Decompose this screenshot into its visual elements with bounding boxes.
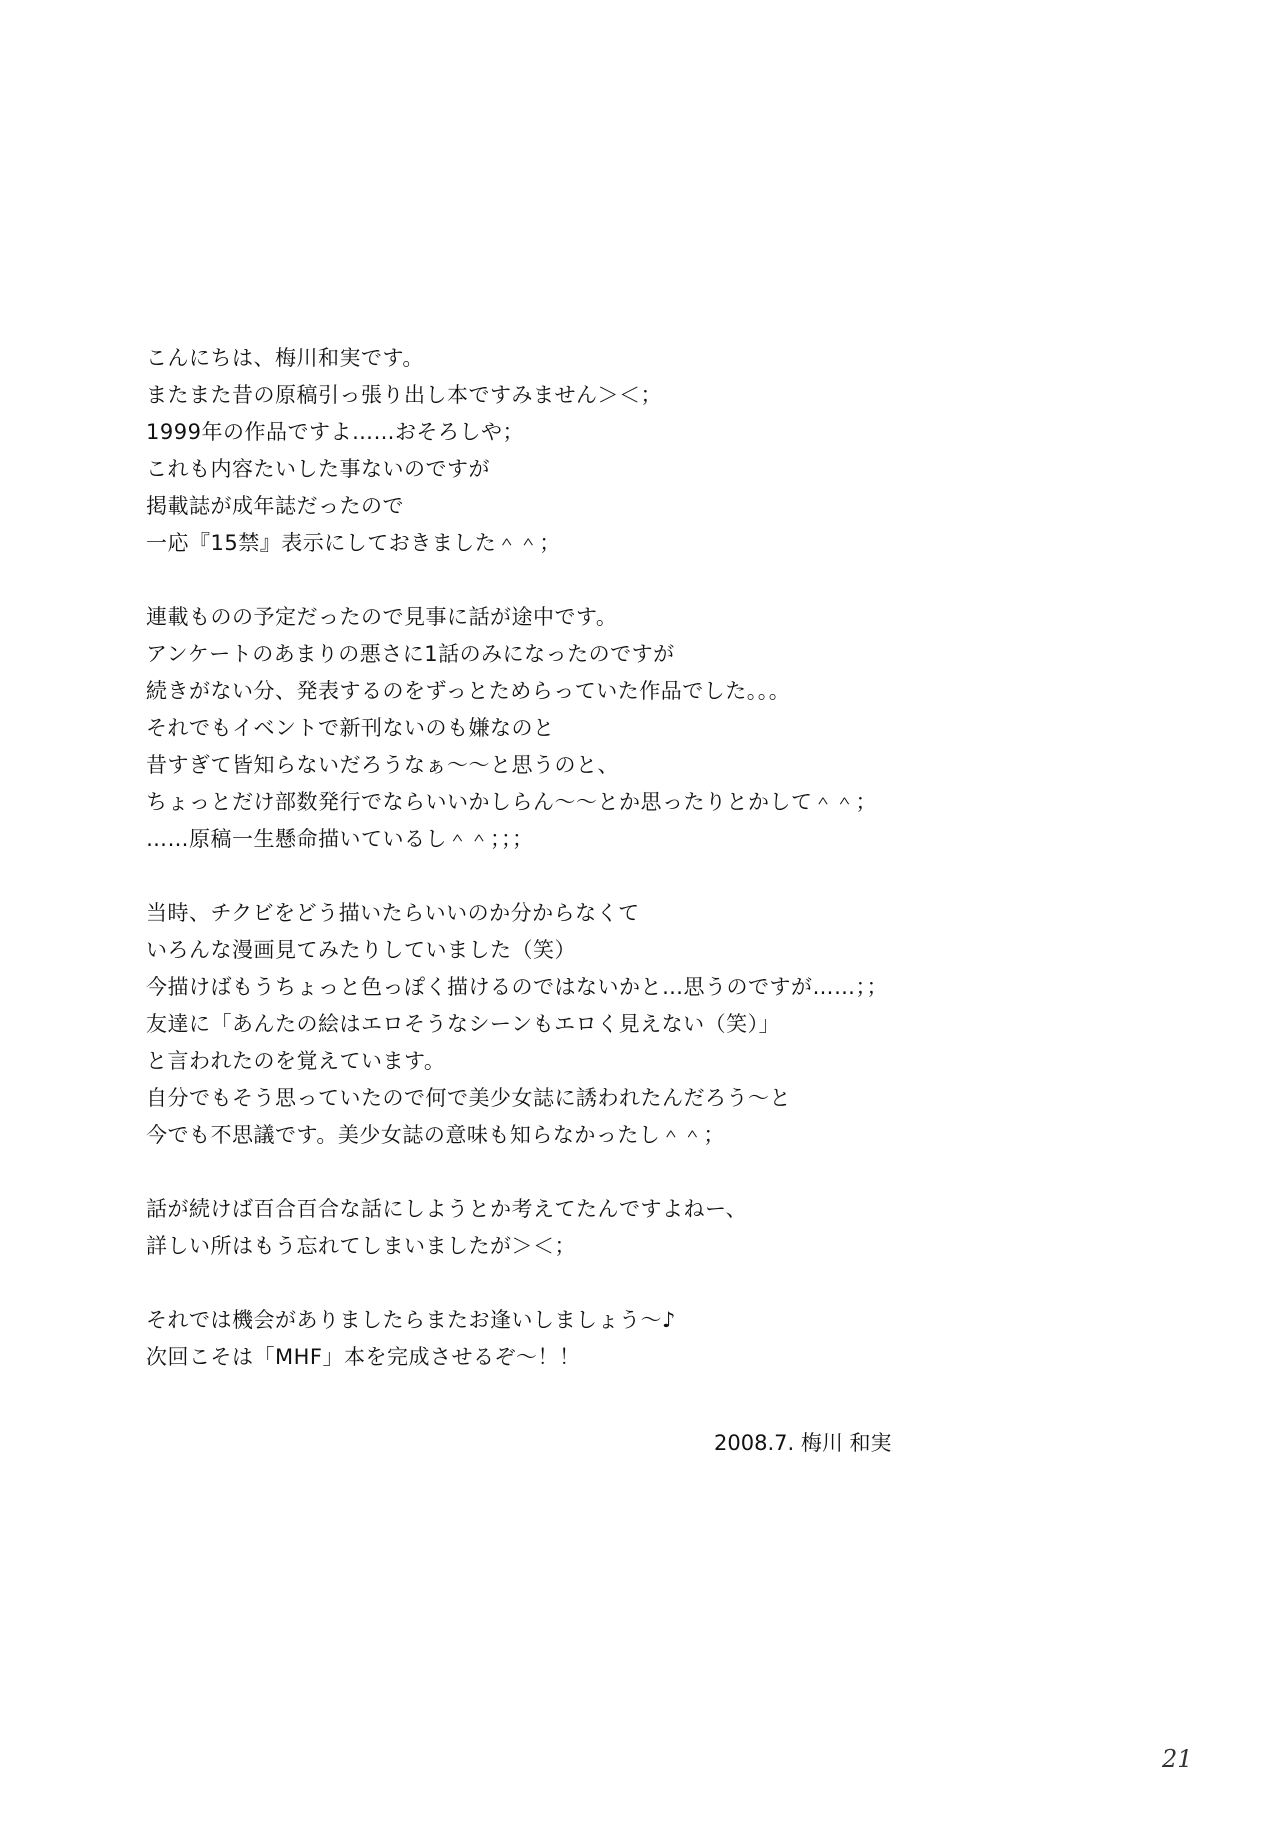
text-line: 当時、チクビをどう描いたらいいのか分からなくて — [146, 901, 640, 925]
text-line: こんにちは、梅川和実です。 — [146, 346, 424, 370]
text-line: 自分でもそう思っていたので何で美少女誌に誘われたんだろう～と — [146, 1086, 791, 1110]
paragraph — [146, 895, 1146, 1154]
signature-date-author: 2008.7. 梅川 和実 — [714, 1431, 892, 1455]
text-line: 続きがない分、発表するのをずっとためらっていた作品でした。。。 — [146, 679, 791, 703]
text-line: それでは機会がありましたらまたお逢いしましょう～♪ — [146, 1308, 676, 1332]
text-line: 次回こそは「MHF」本を完成させるぞ～！！ — [146, 1345, 581, 1369]
paragraph — [146, 599, 1146, 858]
text-line: 今でも不思議です。美少女誌の意味も知らなかったし＾＾； — [146, 1123, 725, 1147]
text-line: 1999年の作品ですよ……おそろしや； — [146, 420, 524, 444]
text-line: これも内容たいした事ないのですが — [146, 457, 490, 481]
paragraph — [146, 1302, 1146, 1376]
text-line: ……原稿一生懸命描いているし＾＾；；； — [146, 827, 534, 851]
paragraph — [146, 340, 1146, 562]
text-line: 詳しい所はもう忘れてしまいましたが＞＜； — [146, 1234, 576, 1258]
text-line: ちょっとだけ部数発行でならいいかしらん～～とか思ったりとかして＾＾； — [146, 790, 877, 814]
text-line: またまた昔の原稿引っ張り出し本ですみません＞＜； — [146, 383, 662, 407]
text-line: 今描けばもうちょっと色っぽく描けるのではないかと…思うのですが……；； — [146, 975, 888, 999]
text-line: アンケートのあまりの悪さに1話のみになったのですが — [146, 642, 675, 666]
text-line: 昔すぎて皆知らないだろうなぁ～～と思うのと、 — [146, 753, 619, 777]
text-line: 友達に「あんたの絵はエロそうなシーンもエロく見えない（笑）」 — [146, 1012, 781, 1036]
text-line: 掲載誌が成年誌だったので — [146, 494, 404, 518]
text-line: いろんな漫画見てみたりしていました（笑） — [146, 938, 576, 962]
text-line: 連載ものの予定だったので見事に話が途中です。 — [146, 605, 618, 629]
paragraph — [146, 1191, 1146, 1265]
text-line: 一応『15禁』表示にしておきました＾＾； — [146, 531, 561, 555]
text-line: それでもイベントで新刊ないのも嫌なのと — [146, 716, 555, 740]
page-number: 21 — [1162, 1745, 1193, 1773]
text-line: と言われたのを覚えています。 — [146, 1049, 446, 1073]
text-line: 話が続けば百合百合な話にしようとか考えてたんですよねー、 — [146, 1197, 748, 1221]
afterword-body — [146, 340, 1146, 1413]
